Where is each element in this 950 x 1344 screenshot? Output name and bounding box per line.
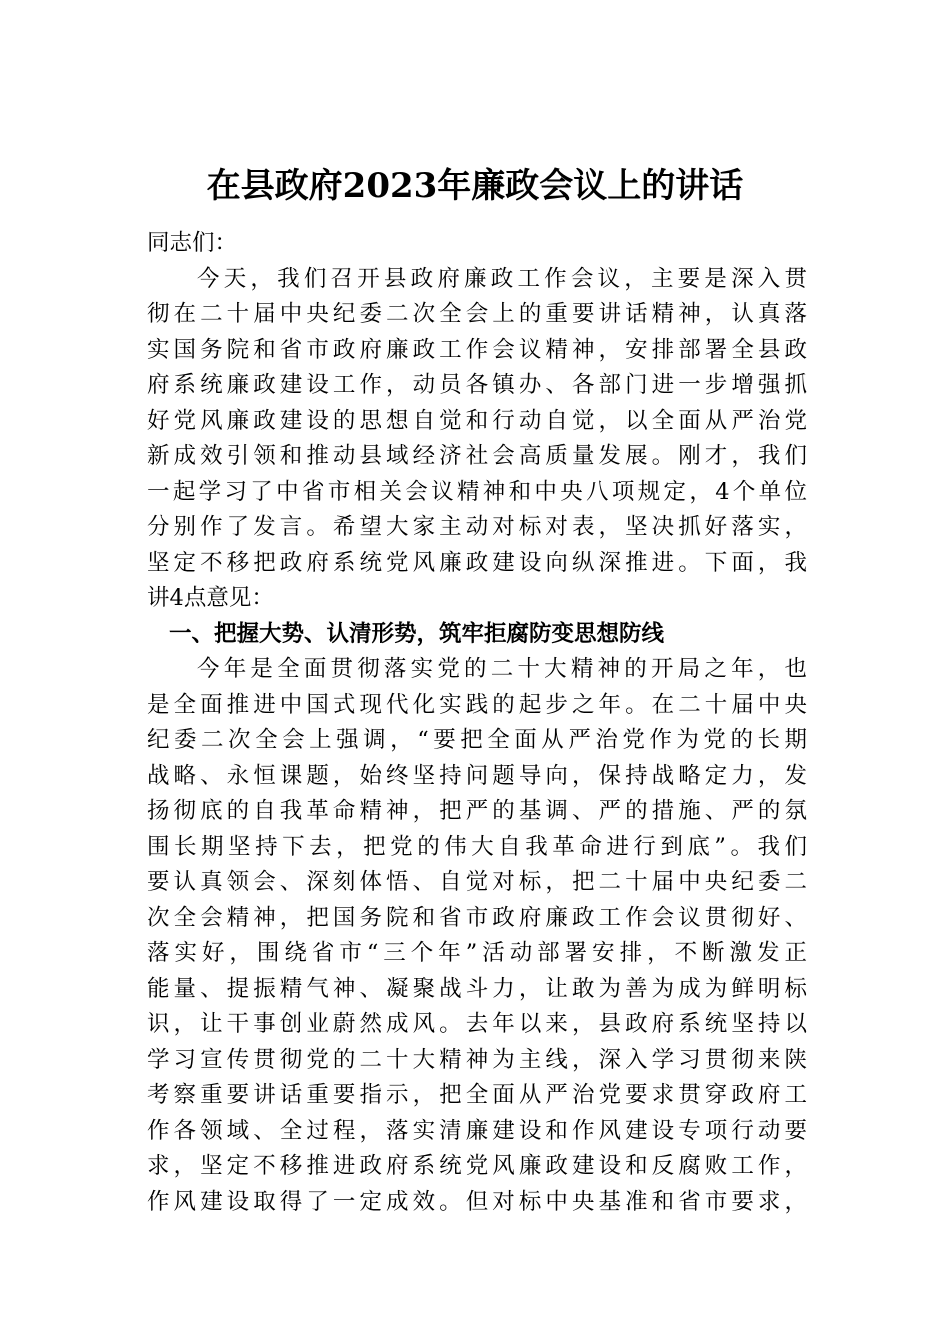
text-line: 学习宣传贯彻党的二十大精神为主线，深入学习贯彻来陕 [147,1046,807,1073]
text-line: 战略、永恒课题，始终坚持问题导向，保持战略定力，发 [147,762,807,789]
text-line: 实国务院和省市政府廉政工作会议精神，安排部署全县政 [147,336,807,363]
document-title: 在县政府2023年廉政会议上的讲话 [206,166,744,206]
text-line: 今天，我们召开县政府廉政工作会议，主要是深入贯 [197,265,807,292]
text-line: 考察重要讲话重要指示，把全面从严治党要求贯穿政府工 [147,1082,807,1108]
text-line: 一起学习了中省市相关会议精神和中央八项规定，4个单位 [147,478,807,505]
text-line: 落实好，围绕省市“三个年”活动部署安排，不断激发正 [147,940,807,966]
text-line: 府系统廉政建设工作，动员各镇办、各部门进一步增强抓 [147,372,807,398]
text-line: 坚定不移把政府系统党风廉政建设向纵深推进。下面，我 [147,549,807,576]
text-line: 新成效引领和推动县域经济社会高质量发展。刚才，我们 [147,443,807,469]
text-line: 是全面推进中国式现代化实践的起步之年。在二十届中央 [147,691,807,718]
text-line: 彻在二十届中央纪委二次全会上的重要讲话精神，认真落 [147,301,807,327]
document-body [147,226,807,1220]
text-line: 识，让干事创业蔚然成风。去年以来，县政府系统坚持以 [147,1011,807,1037]
text-line: 分别作了发言。希望大家主动对标对表，坚决抓好落实， [147,514,807,540]
text-line: 围长期坚持下去，把党的伟大自我革命进行到底”。我们 [147,833,807,860]
text-line: 今年是全面贯彻落实党的二十大精神的开局之年，也 [197,656,807,682]
text-line: 作风建设取得了一定成效。但对标中央基准和省市要求， [147,1188,807,1215]
text-line: 求，坚定不移推进政府系统党风廉政建设和反腐败工作， [147,1153,807,1179]
text-line: 能量、提振精气神、凝聚战斗力，让敢为善为成为鲜明标 [147,975,807,1002]
section-heading: 一、把握大势、认清形势，筑牢拒腐防变思想防线 [169,620,665,647]
text-line: 次全会精神，把国务院和省市政府廉政工作会议贯彻好、 [147,904,807,931]
text-line: 好党风廉政建设的思想自觉和行动自觉，以全面从严治党 [147,407,807,434]
text-line: 同志们： [147,230,238,256]
text-line: 作各领域、全过程，落实清廉建设和作风建设专项行动要 [147,1117,807,1144]
text-line: 讲4点意见： [147,585,274,611]
text-line: 扬彻底的自我革命精神，把严的基调、严的措施、严的氛 [147,798,807,824]
text-line: 纪委二次全会上强调，“要把全面从严治党作为党的长期 [147,727,807,753]
text-line: 要认真领会、深刻体悟、自觉对标，把二十届中央纪委二 [147,869,807,895]
